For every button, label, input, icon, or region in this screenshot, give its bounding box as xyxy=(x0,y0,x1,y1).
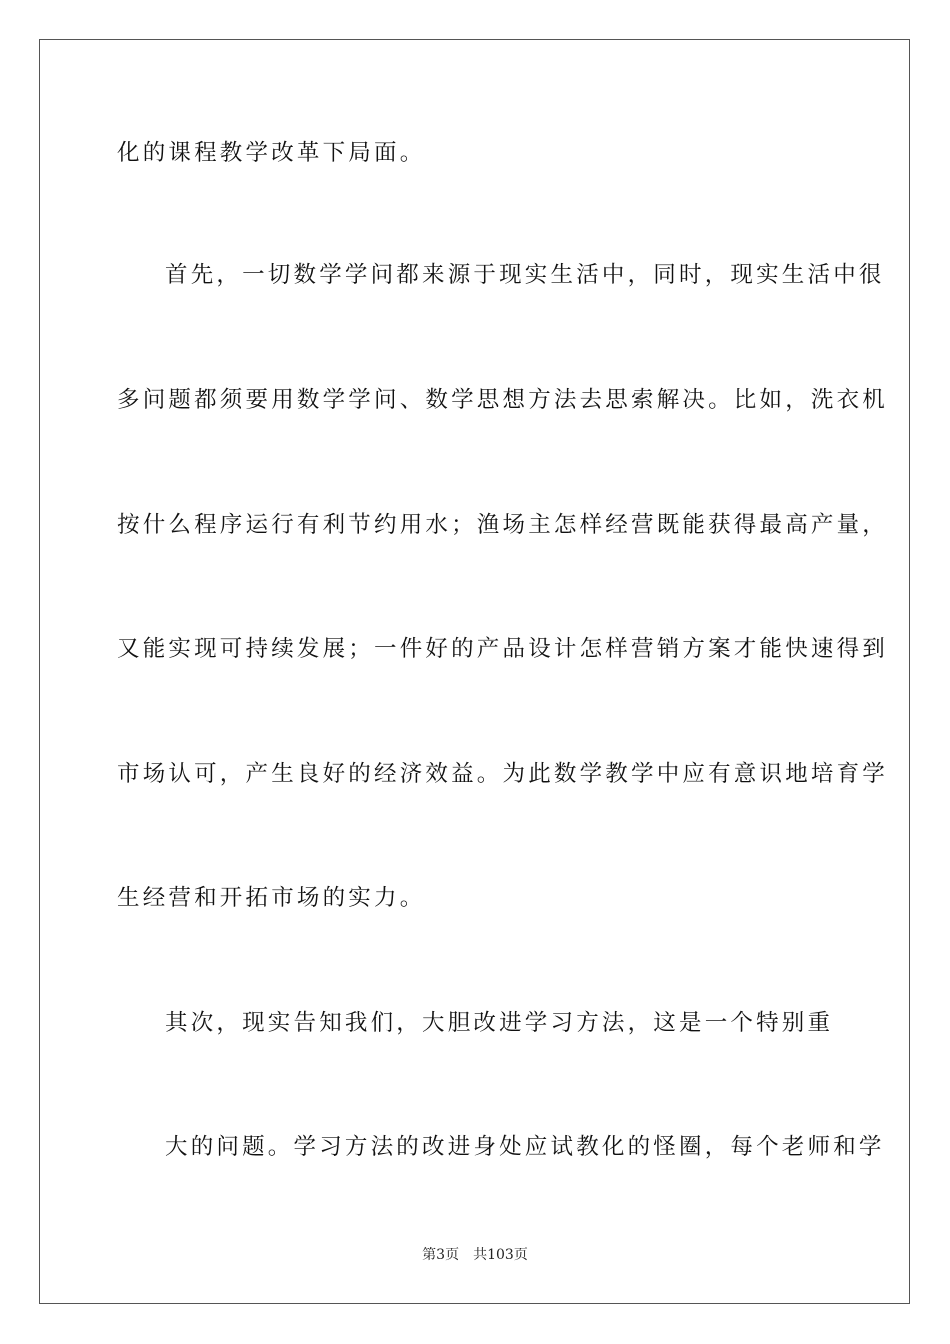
page-footer xyxy=(0,1244,950,1264)
page-number: 第3页 xyxy=(422,1247,460,1263)
paragraph-line: 按什么程序运行有利节约用水；渔场主怎样经营既能获得最高产量， xyxy=(117,512,889,538)
paragraph-line: 其次，现实告知我们，大胆改进学习方法，这是一个特别重 xyxy=(165,1010,834,1036)
paragraph-line: 化的课程教学改革下局面。 xyxy=(117,140,426,166)
paragraph-line: 市场认可，产生良好的经济效益。为此数学教学中应有意识地培育学 xyxy=(117,761,889,787)
paragraph-line: 多问题都须要用数学学问、数学思想方法去思索解决。比如，洗衣机 xyxy=(117,387,889,413)
paragraph-line: 生经营和开拓市场的实力。 xyxy=(117,885,426,911)
page-total: 共103页 xyxy=(473,1247,528,1263)
paragraph-line: 首先，一切数学学问都来源于现实生活中，同时，现实生活中很 xyxy=(165,262,885,288)
page-border xyxy=(39,39,910,1304)
paragraph-line: 又能实现可持续发展；一件好的产品设计怎样营销方案才能快速得到 xyxy=(117,636,889,662)
paragraph-line: 大的问题。学习方法的改进身处应试教化的怪圈，每个老师和学 xyxy=(165,1134,885,1160)
